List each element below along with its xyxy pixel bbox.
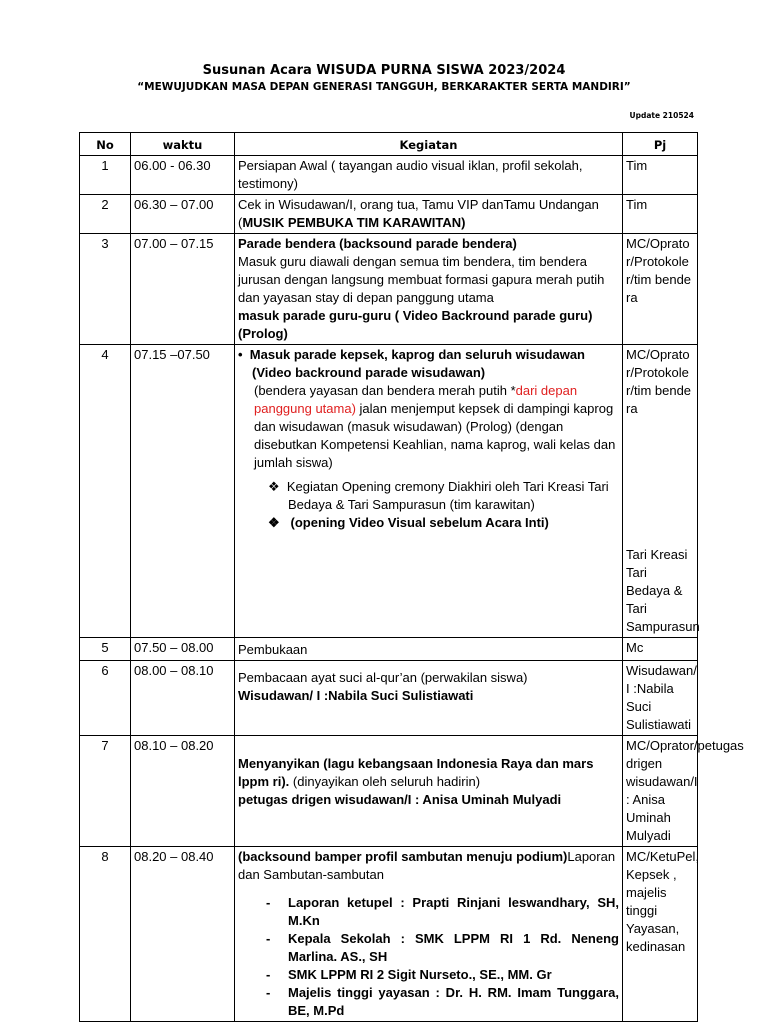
row-time: 08.10 – 08.20 (131, 736, 235, 847)
table-row (80, 638, 698, 661)
row-time: 06.00 - 06.30 (131, 156, 235, 195)
row-no: 5 (80, 638, 131, 661)
row-pj: Tim (623, 156, 698, 195)
row-activity (235, 195, 623, 234)
table-row (80, 234, 698, 345)
row-pj: MC/Oprator/Protokoler/tim bendera (623, 234, 698, 345)
activity-text: Pembacaan ayat suci al-qur’an (perwakilan siswa) (238, 670, 528, 685)
list-item (238, 894, 619, 930)
row-activity (235, 736, 623, 847)
activity-text: Persiapan Awal ( tayangan audio visual iklan, profil sekolah, testimony) (238, 158, 583, 191)
row-pj: Tim (623, 195, 698, 234)
activity-text-red: dari depan panggung utama) (254, 383, 578, 416)
table-row (80, 156, 698, 195)
document-title: Susunan Acara WISUDA PURNA SISWA 2023/2024 (202, 63, 566, 78)
dash-bullet-icon: - (266, 931, 271, 946)
pj-text: MC/Oprator/Protokoler/tim bendera (626, 347, 692, 416)
row-no: 6 (80, 661, 131, 736)
row-no: 7 (80, 736, 131, 847)
header-waktu: waktu (131, 133, 235, 156)
document-subtitle: “MEWUJUDKAN MASA DEPAN GENERASI TANGGUH, BERKARAKTER SERTA MANDIRI” (137, 81, 631, 93)
table-row (80, 847, 698, 1022)
activity-text-bold: Menyanyikan (lagu kebangsaan Indonesia Raya dan mars lppm ri). (238, 756, 594, 789)
row-pj: MC/KetuPel, Kepsek , majelis tinggi Yayasan, kedinasan (623, 847, 698, 1022)
activity-text-bold-line (238, 307, 619, 343)
header-pj: Pj (623, 133, 698, 156)
activity-text: (dinyayikan oleh seluruh hadirin) (289, 774, 481, 789)
row-no: 1 (80, 156, 131, 195)
activity-text-bold: MUSIK PEMBUKA TIM KARAWITAN) (242, 215, 466, 230)
table-row (80, 195, 698, 234)
row-activity (235, 661, 623, 736)
list-item (238, 930, 619, 966)
header-kegiatan: Kegiatan (235, 133, 623, 156)
row-time: 07.15 –07.50 (131, 345, 235, 638)
row-time: 08.20 – 08.40 (131, 847, 235, 1022)
dash-bullet-icon: - (266, 985, 271, 1000)
activity-text: Pembukaan (238, 642, 308, 657)
activity-paragraph (238, 848, 619, 884)
row-activity (235, 847, 623, 1022)
table-header-row (80, 133, 698, 156)
activity-text: (bendera yayasan dan bendera merah putih * (254, 383, 516, 398)
pj-text: Tari Kreasi Tari Bedaya & Tari Sampurasun (626, 547, 700, 634)
row-activity (235, 156, 623, 195)
activity-text-bold: (backsound bamper profil sambutan menuju podium) (238, 849, 568, 864)
row-no: 4 (80, 345, 131, 638)
row-pj: Wisudawan/ I :Nabila Suci Sulistiawati (623, 661, 698, 736)
activity-text: Laporan dan Sambutan-sambutan (238, 849, 616, 882)
row-no: 3 (80, 234, 131, 345)
list-item-text: SMK LPPM RI 2 Sigit Nurseto., SE., MM. Gr (288, 967, 552, 982)
list-item-text: Laporan ketupel : Prapti Rinjani leswandhary, SH, M.Kn (288, 895, 619, 928)
activity-text: Masuk guru diawali dengan semua tim bendera, tim bendera jurusan dengan langsung membuat formasi gapura merah putih dan yayasan stay di depan panggung utama (238, 254, 605, 305)
row-time: 07.00 – 07.15 (131, 234, 235, 345)
list-item (238, 966, 619, 984)
activity-heading: Parade bendera (backsound parade bendera) (238, 236, 517, 251)
row-activity (235, 638, 623, 661)
diamond-bullet-icon: ❖ (268, 479, 287, 494)
list-item-text: Kepala Sekolah : SMK LPPM RI 1 Rd. Neneng Marlina. AS., SH (288, 931, 619, 964)
diamond-item (238, 514, 619, 532)
table-row (80, 345, 698, 638)
diamond-bullet-icon: ❖ (268, 515, 287, 530)
activity-text-bold: ) (Prolog) (238, 308, 593, 341)
diamond-item (238, 478, 619, 514)
activity-text-bold: petugas drigen wisudawan/I : Anisa Uminah Mulyadi (238, 792, 562, 807)
list-item (238, 984, 619, 1020)
row-time: 08.00 – 08.10 (131, 661, 235, 736)
activity-text: Kegiatan Opening cremony Diakhiri oleh Tari Kreasi Tari Bedaya & Tari Sampurasun (tim karawitan) (286, 479, 609, 512)
row-no: 2 (80, 195, 131, 234)
activity-text-bold: Wisudawan/ I :Nabila Suci Sulistiawati (238, 688, 474, 703)
activity-text-bold: Masuk parade kepsek, kaprog dan seluruh wisudawan (Video backround parade wisudawan) (249, 347, 586, 380)
schedule-table (79, 132, 744, 1022)
table-row (80, 736, 698, 847)
activity-text: jalan menjemput kepsek di dampingi kaprog dan wisudawan (masuk wisudawan) (Prolog) (dengan disebutkan Kompetensi Keahlian, nama kaprog, wali kelas dan jumlah siswa) (254, 401, 616, 470)
row-activity (235, 345, 623, 638)
bullet-item (238, 346, 619, 382)
activity-text: Cek in Wisudawan/I, orang tua, Tamu VIP danTamu Undangan ( (238, 197, 599, 230)
row-pj: Mc (623, 638, 698, 661)
row-time: 07.50 – 08.00 (131, 638, 235, 661)
activity-paragraph (238, 382, 619, 472)
update-label: Update 210524 (629, 111, 694, 120)
row-activity (235, 234, 623, 345)
header-no: No (80, 133, 131, 156)
table-row (80, 661, 698, 736)
activity-paragraph (238, 755, 619, 791)
row-pj: MC/Oprator/petugas drigen wisudawan/I : Anisa Uminah Mulyadi (623, 736, 698, 847)
dash-bullet-icon: - (266, 895, 271, 910)
activity-text-bold: masuk parade guru-guru ( Video Backround parade guru (238, 308, 589, 323)
list-item-text: Majelis tinggi yayasan : Dr. H. RM. Imam Tunggara, BE, M.Pd (288, 985, 619, 1018)
activity-text-bold: (opening Video Visual sebelum Acara Inti) (286, 515, 549, 530)
bullet-icon: • (238, 347, 250, 362)
row-no: 8 (80, 847, 131, 1022)
row-pj (623, 345, 698, 638)
row-time: 06.30 – 07.00 (131, 195, 235, 234)
dash-bullet-icon: - (266, 967, 271, 982)
